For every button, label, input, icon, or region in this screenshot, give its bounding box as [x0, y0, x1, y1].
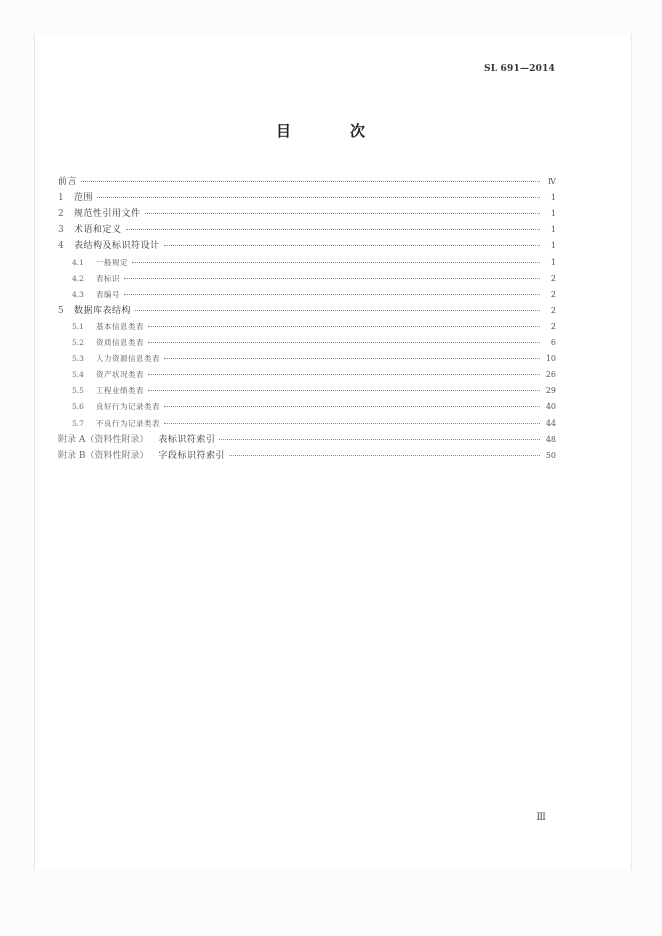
toc-entry[interactable]: [58, 238, 556, 252]
toc-entry[interactable]: [58, 303, 556, 317]
toc-entry-number: 5.7: [72, 418, 84, 428]
toc-entry-number: 4: [58, 241, 64, 252]
toc-entry[interactable]: [72, 287, 556, 301]
toc-entry[interactable]: [58, 174, 556, 188]
toc-leader-dots: [164, 414, 540, 424]
toc-entry-title: 规范性引用文件: [74, 209, 141, 220]
toc-leader-dots: [124, 285, 540, 295]
toc-leader-dots: [145, 204, 540, 214]
toc-entry-page: 1: [550, 193, 556, 203]
toc-entry-number: 4.2: [72, 273, 84, 283]
toc-entry-title: 数据库表结构: [74, 305, 132, 316]
toc-leader-dots: [97, 188, 540, 198]
toc-entry-title: 表结构及标识符设计: [74, 241, 160, 252]
toc-entry-page: 2: [550, 289, 556, 299]
toc-entry-page: 6: [550, 338, 556, 347]
toc-entry-number: 附录 A（资料性附录）: [58, 434, 149, 445]
toc-leader-dots: [126, 220, 540, 230]
toc-entry-number: 5: [58, 305, 64, 316]
toc-entry-page: 40: [545, 402, 556, 412]
toc-entry-title: 表标识符索引: [158, 434, 216, 445]
toc-leader-dots: [148, 365, 540, 375]
toc-entry-page: 2: [550, 321, 556, 331]
toc-entry-title: 字段标识符索引: [158, 450, 225, 461]
toc-entry-title: 人力资源信息类表: [96, 354, 160, 364]
toc-leader-dots: [124, 269, 540, 279]
toc-leader-dots: [164, 397, 540, 407]
toc-entry-page: 2: [550, 305, 556, 315]
toc-entry-number: 5.5: [72, 386, 84, 396]
toc-entry-number: 3: [58, 225, 64, 236]
toc-leader-dots: [148, 317, 540, 327]
toc-entry-page: 2: [550, 273, 556, 283]
page-title: 目 次: [276, 122, 388, 140]
toc-leader-dots: [148, 333, 540, 343]
toc-entry-number: 5.3: [72, 354, 84, 364]
toc-leader-dots: [135, 301, 540, 311]
toc-entry-title: 基本信息类表: [96, 321, 144, 331]
toc-entry-number: 2: [58, 209, 64, 220]
toc-entry[interactable]: [72, 255, 556, 269]
toc-entry-page: 29: [545, 386, 556, 396]
toc-leader-dots: [132, 253, 540, 263]
toc-entry-number: 4.3: [72, 289, 84, 299]
toc-entry[interactable]: [58, 432, 556, 446]
toc-entry-title: 表编号: [96, 289, 120, 299]
toc-entry-title: 资质信息类表: [96, 338, 144, 347]
toc-entry-page: Ⅳ: [548, 177, 556, 186]
toc-entry[interactable]: [58, 206, 556, 220]
toc-leader-dots: [219, 430, 540, 440]
toc-entry-page: 48: [545, 434, 556, 444]
toc-entry-number: 1: [58, 193, 64, 204]
toc-entry-title: 良好行为记录类表: [96, 402, 160, 412]
toc-entry[interactable]: [72, 416, 556, 430]
toc-entry-page: 10: [545, 354, 556, 364]
toc-entry[interactable]: [72, 271, 556, 285]
toc-entry-page: 1: [550, 241, 556, 251]
toc-entry-page: 26: [545, 370, 556, 380]
toc-entry-title: 资产状况类表: [96, 370, 144, 380]
toc-entry-page: 1: [550, 225, 556, 235]
toc-entry-number: 5.6: [72, 402, 84, 412]
toc-entry-page: 1: [550, 209, 556, 219]
toc-leader-dots: [229, 446, 540, 456]
toc-entry[interactable]: [58, 448, 556, 462]
toc-entry[interactable]: [72, 399, 556, 413]
toc-entry-title: 表标识: [96, 273, 120, 283]
standard-code: SL 691—2014: [484, 64, 555, 74]
toc-entry-title: 工程业绩类表: [96, 386, 144, 396]
page-number: Ⅲ: [536, 812, 546, 823]
toc-entry-page: 50: [545, 450, 556, 460]
toc-entry[interactable]: [72, 319, 556, 333]
toc-leader-dots: [164, 236, 540, 246]
toc-leader-dots: [148, 381, 540, 391]
toc-entry-title: 术语和定义: [74, 225, 122, 236]
toc-entry-title: 范围: [74, 193, 94, 204]
toc-entry[interactable]: [72, 383, 556, 397]
toc-entry-number: 5.1: [72, 321, 84, 331]
toc-entry-number: 5.4: [72, 370, 84, 380]
toc-entry[interactable]: [58, 190, 556, 204]
toc-entry-number: 附录 B（资料性附录）: [58, 450, 149, 461]
toc-entry[interactable]: [72, 335, 556, 349]
toc-entry-number: 5.2: [72, 338, 84, 347]
toc-leader-dots: [81, 172, 540, 182]
toc-entry-page: 1: [550, 257, 556, 267]
toc-entry-title: 前言: [58, 177, 78, 187]
toc-entry-title: 不良行为记录类表: [96, 418, 160, 428]
toc-entry-page: 44: [545, 418, 556, 428]
toc-entry-title: 一般规定: [96, 257, 128, 267]
toc-entry-number: 4.1: [72, 257, 84, 267]
toc-entry[interactable]: [72, 367, 556, 381]
toc-leader-dots: [164, 349, 540, 359]
toc-entry[interactable]: [72, 351, 556, 365]
toc-entry[interactable]: [58, 222, 556, 236]
